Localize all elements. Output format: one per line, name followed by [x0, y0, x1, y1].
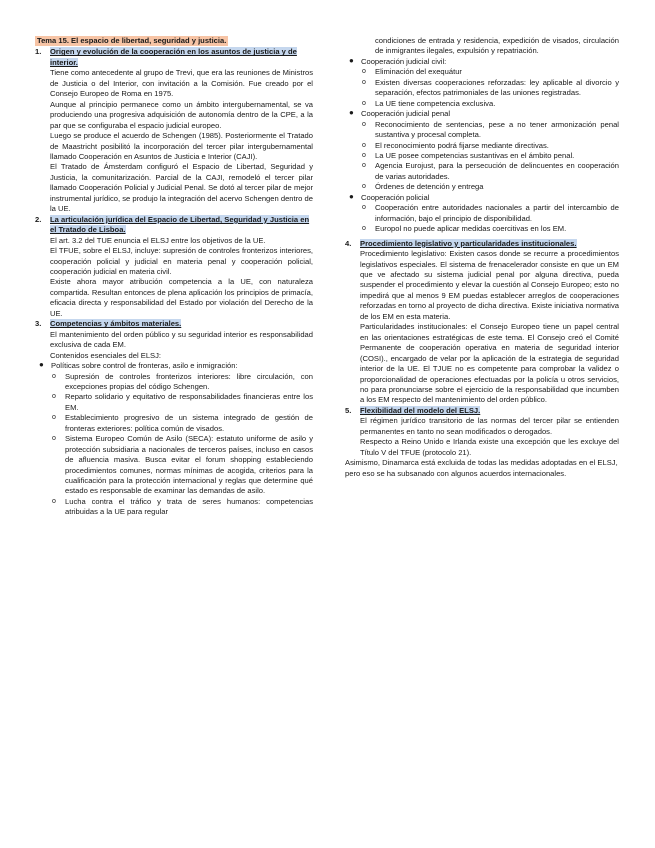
section-title: Flexibilidad del modelo del ELSJ. — [360, 405, 481, 415]
sub-item — [345, 182, 619, 192]
section-3-body — [35, 330, 313, 361]
sub-item — [35, 434, 313, 497]
sub-bullet-icon: o — [52, 435, 56, 443]
sub-item-text: condiciones de entrada y residencia, expedición de visados, circulación de inmigrantes ilegales, expulsión y repatriación. — [375, 36, 619, 56]
paragraph: Existe ahora mayor atribución competencia a la UE, con naturaleza compartida. Resultan entonces de plena aplicación los principios de primacía, eficacia directa y responsabilidad del Estado por violación del Derecho de la UE. — [50, 277, 313, 318]
section-number: 3. — [35, 319, 42, 329]
document-title — [35, 36, 313, 47]
sub-bullet-icon: o — [52, 372, 56, 380]
section-number: 2. — [35, 214, 42, 224]
section-title: Origen y evolución de la cooperación en los asuntos de justicia y de interior. — [50, 47, 297, 67]
sub-item — [345, 141, 619, 151]
closing-paragraph: Asimismo, Dinamarca está excluida de todas las medidas adoptadas en el ELSJ, pero eso se ha subsanado con algunos acuerdos internacionales. — [345, 458, 618, 478]
section-4-body — [345, 249, 619, 406]
section-5 — [345, 406, 619, 416]
title-highlight: Tema 15. El espacio de libertad, seguridad y justicia. — [37, 36, 227, 45]
sub-bullet-icon: o — [52, 497, 56, 505]
paragraph: Aunque al principio permanece como un ámbito intergubernamental, se va produciendo una progresiva adquisición de autonomía dentro de la CPE, a la par que se configuraba el espacio judicial europeo. — [50, 99, 313, 130]
bullet-icon: ● — [349, 108, 354, 118]
paragraph: El régimen jurídico transitorio de las normas del tercer pilar se entienden permanentes en tanto no sean modificados o derogados. — [360, 416, 619, 436]
sub-bullet-icon: o — [362, 141, 366, 149]
section-1-body — [35, 68, 313, 214]
section-title: Procedimiento legislativo y particularidades institucionales. — [360, 238, 577, 248]
sub-bullet-icon: o — [362, 225, 366, 233]
paragraph: Tiene como antecedente al grupo de Trevi, que era las reuniones de Ministros de Justicia o del Interior, con invitación a la Comisión. Fue creado por el Consejo Europeo de Roma en 1975. — [50, 68, 313, 99]
paragraph: Contenidos esenciales del ELSJ: — [50, 350, 162, 360]
sub-bullet-icon: o — [52, 393, 56, 401]
sub-item — [345, 224, 619, 234]
sub-item — [345, 99, 619, 109]
right-column — [345, 36, 619, 479]
section-2 — [35, 215, 313, 236]
bullet-text: Cooperación policial — [361, 192, 430, 202]
sub-bullet-icon: o — [362, 68, 366, 76]
sub-bullet-icon: o — [362, 162, 366, 170]
bullet-icon: ● — [349, 55, 354, 65]
section-number: 5. — [345, 405, 352, 415]
sub-item — [35, 497, 313, 518]
bullet-item — [35, 361, 313, 371]
sub-bullet-icon: o — [362, 78, 366, 86]
sub-bullet-icon: o — [52, 414, 56, 422]
sub-item — [35, 392, 313, 413]
paragraph: El mantenimiento del orden público y su seguridad interior es responsabilidad exclusiva de cada EM. — [50, 329, 313, 350]
sub-item — [345, 203, 619, 224]
sub-item-text: Sistema Europeo Común de Asilo (SECA): estatuto uniforme de asilo y protección subsidiaria a nacionales de terceros países, incluso en casos de afluencia masiva. Busca evitar el forum shopping estableciendo procedimientos comunes, normas mínimas de acogida, criterios para la cualificación para la protección internacional y reglas que determine qué estado es responsable de examinar las demandas de asilo. — [65, 434, 313, 496]
sub-item — [345, 78, 619, 99]
left-column — [35, 36, 313, 518]
sub-item-text: Agencia Eurojust, para la persecución de delincuentes en cooperación de varias autoridades. — [375, 161, 619, 181]
section-number: 4. — [345, 238, 352, 248]
sub-item-text: Órdenes de detención y entrega — [375, 182, 484, 192]
paragraph: Particularidades institucionales: el Consejo Europeo tiene un papel central en las orientaciones estratégicas de este tema. El Consejo creó el Comité Permanente de cooperación operativa en materia de seguridad interior (COSI)., encargado de velar por la aplicación de la estrategia de seguridad interior de la UE. El TJUE no es competente para comprobar la validez o proporcionalidad de operaciones efectuadas por la policía u otros servicios, no para pronunciarse sobre el ejercicio de la responsabilidad que incumben a los EM respecto del mantenimiento del orden público. — [360, 322, 619, 405]
paragraph: El TFUE, sobre el ELSJ, incluye: supresión de controles fronterizos interiores, cooperación policial y judicial en materia penal y cooperación policial, cooperación judicial en materia civil. — [50, 246, 313, 276]
sub-item-text: El reconocimiento podrá fijarse mediante directivas. — [375, 140, 549, 150]
sub-item-text: La UE tiene competencia exclusiva. — [375, 98, 496, 108]
bullet-text: Cooperación judicial civil: — [361, 56, 447, 66]
sub-bullet-icon: o — [362, 99, 366, 107]
bullet-item — [345, 193, 619, 203]
bullet-text: Políticas sobre control de fronteras, asilo e inmigración: — [51, 361, 238, 371]
bullet-icon: ● — [39, 360, 44, 370]
paragraph: Luego se produce el acuerdo de Schengen (1985). Posteriormente el Tratado de Maastricht posibilitó la incorporación del tercer pilar intergubernamental llamado Cooperación en Asuntos de Justicia e Interior (CAJI). — [50, 131, 313, 161]
sub-item — [35, 372, 313, 393]
section-4 — [345, 239, 619, 249]
paragraph: El Tratado de Ámsterdam configuró el Espacio de Libertad, Seguridad y Justicia, la comunitarización. Parcial de la CAJI, remodeló el tercer pilar llamado Cooperación Policial y Judicial Penal. Se dotó al tercer pilar de mejor instrumental jurídico, se produjo la integración del acervo Schengen dentro de la UE. — [50, 162, 313, 214]
sub-item-continued — [345, 36, 619, 57]
sub-bullet-icon: o — [362, 120, 366, 128]
section-3 — [35, 319, 313, 329]
sub-item-text: La UE posee competencias sustantivas en el ámbito penal. — [375, 150, 575, 160]
paragraph: Procedimiento legislativo: Existen casos donde se recurre a procedimientos legislativos especiales. El sistema de frenacelerador consiste en que un EM que ve afectado su sistema judicial penal por alguna directiva, pueda suspender el procedimiento y elevar la cuestión al Consejo Europeo; esto no impedirá que al menos 9 EM puedas establecer arreglos de cooperaciones reforzadas en torno al proyecto de dicha directiva. Existe iniciativa normativa de los EM en esta materia. — [360, 249, 619, 321]
sub-item-text: Europol no puede aplicar medidas coercitivas en los EM. — [375, 224, 567, 234]
paragraph: El art. 3.2 del TUE enuncia el ELSJ entre los objetivos de la UE. — [50, 235, 266, 245]
sub-item-text: Establecimiento progresivo de un sistema integrado de gestión de fronteras exteriores: política común de visados. — [65, 413, 313, 433]
section-5-body — [345, 416, 619, 458]
paragraph: Respecto a Reino Unido e Irlanda existe una excepción que les excluye del Título V del TFUE (protocolo 21). — [360, 437, 619, 457]
sub-item-text: Supresión de controles fronterizos interiores: libre circulación, con excepciones propias del código Schengen. — [65, 371, 313, 391]
sub-item-text: Eliminación del exequátur — [375, 67, 462, 77]
sub-bullet-icon: o — [362, 183, 366, 191]
sub-item — [35, 413, 313, 434]
bullet-item — [345, 57, 619, 67]
sub-item — [345, 151, 619, 161]
sub-item-text: Cooperación entre autoridades nacionales a partir del intercambio de información, bajo el principio de disponibilidad. — [375, 203, 619, 223]
sub-item-text: Existen diversas cooperaciones reforzadas: ley aplicable al divorcio y separación, efectos patrimoniales de las uniones registradas. — [375, 77, 619, 98]
bullet-icon: ● — [349, 191, 354, 201]
sub-bullet-icon: o — [362, 151, 366, 159]
sub-item — [345, 67, 619, 77]
sub-item — [345, 161, 619, 182]
sub-item-text: Reparto solidario y equitativo de responsabilidades financieras entre los EM. — [65, 392, 313, 412]
section-title: Competencias y ámbitos materiales. — [50, 319, 182, 329]
bullet-text: Cooperación judicial penal — [361, 109, 451, 119]
bullet-item — [345, 109, 619, 119]
sub-item-text: Lucha contra el tráfico y trata de seres humanos: competencias atribuidas a la UE para regular — [65, 496, 313, 517]
section-number: 1. — [35, 47, 42, 57]
section-2-body — [35, 236, 313, 320]
section-1 — [35, 47, 313, 68]
section-title: La articulación jurídica del Espacio de Libertad, Seguridad y Justicia en el Tratado de Lisboa. — [50, 214, 310, 235]
sub-item-text: Reconocimiento de sentencias, pese a no tener armonización penal sustantiva y procesal completa. — [375, 119, 619, 140]
sub-bullet-icon: o — [362, 204, 366, 212]
sub-item — [345, 120, 619, 141]
